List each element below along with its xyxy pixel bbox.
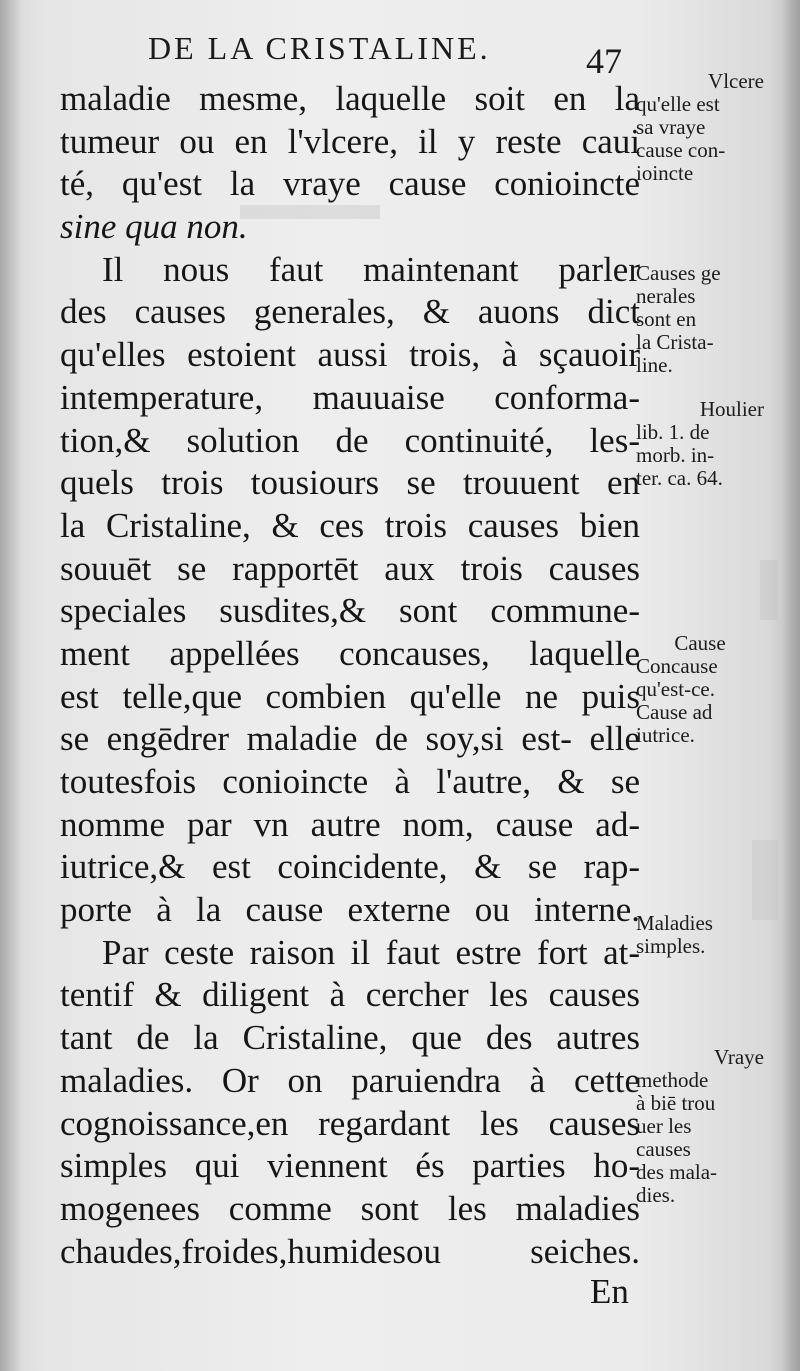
page-number: 47 bbox=[586, 41, 622, 81]
text-line: cognoissance,en regardant les causes bbox=[60, 1103, 640, 1143]
text-line: nomme par vn autre nom, cause ad- bbox=[60, 804, 640, 844]
text-line: qu'elles estoient aussi trois, à sçauoir bbox=[60, 335, 640, 375]
text-line: est telle,que combien qu'elle ne puis bbox=[60, 676, 640, 716]
margin-note-line: Causes ge bbox=[636, 261, 721, 285]
margin-note-line: sont en bbox=[636, 307, 697, 331]
main-text-block bbox=[60, 78, 640, 1273]
text-line: quels trois tousiours se trouuent en bbox=[60, 463, 640, 503]
margin-note-houlier bbox=[636, 398, 764, 490]
margin-note-line: qu'est-ce. bbox=[636, 677, 715, 701]
catchword: En bbox=[590, 1272, 629, 1311]
text-line: maladie mesme, laquelle soit en la bbox=[60, 79, 640, 118]
text-line: tentif & diligent à cercher les causes bbox=[60, 975, 640, 1015]
margin-note-line: dies. bbox=[636, 1183, 676, 1207]
running-head: DE LA CRISTALINE. bbox=[148, 30, 491, 66]
text-line: porte à la cause externe ou interne. bbox=[60, 890, 640, 930]
text-line: mogenees comme sont les maladies bbox=[60, 1188, 640, 1228]
margin-note-line: Cause ad bbox=[636, 700, 713, 724]
text-line: Par ceste raison il faut estre fort at- bbox=[102, 932, 640, 972]
margin-note-line: methode bbox=[636, 1068, 709, 1092]
text-line: tant de la Cristaline, que des autres bbox=[60, 1018, 640, 1058]
text-line: tion,& solution de continuité, les- bbox=[60, 420, 640, 460]
text-line: simples qui viennent és parties ho- bbox=[60, 1146, 640, 1186]
text-line: té, qu'est la vraye cause conioincte bbox=[60, 164, 640, 204]
text-line: iutrice,& est coincidente, & se rap- bbox=[60, 847, 640, 887]
margin-note-line: line. bbox=[636, 353, 673, 377]
margin-note-line: Maladies bbox=[636, 911, 713, 935]
margin-note-line: simples. bbox=[636, 934, 706, 958]
margin-note-line: sa vraye bbox=[636, 115, 706, 139]
bleed-through-mark bbox=[760, 560, 778, 620]
margin-note-line: Concause bbox=[636, 654, 718, 678]
margin-note-line: cause con- bbox=[636, 138, 726, 162]
text-line: la Cristaline, & ces trois causes bien bbox=[60, 505, 640, 545]
margin-note-line: à biē trou bbox=[636, 1091, 716, 1115]
text-line: intemperature, mauuaise conforma- bbox=[60, 377, 640, 417]
margin-note-line: iutrice. bbox=[636, 723, 695, 747]
margin-note-line: nerales bbox=[636, 284, 696, 308]
margin-note-causes-generales bbox=[636, 262, 764, 377]
margin-note-line: Houlier bbox=[699, 397, 764, 421]
margin-note-vraye-methode bbox=[636, 1046, 764, 1207]
text-line: se engēdrer maladie de soy,si est- elle bbox=[60, 719, 640, 759]
text-line: toutesfois conioincte à l'autre, & se bbox=[60, 762, 640, 801]
margin-note-vlcere bbox=[636, 70, 764, 185]
text-line: maladies. Or on paruiendra à cette bbox=[60, 1060, 640, 1100]
margin-note-line: des mala- bbox=[636, 1160, 718, 1184]
margin-note-line: lib. 1. de bbox=[636, 420, 710, 444]
text-line: sine qua non. bbox=[60, 207, 248, 247]
margin-note-line: causes bbox=[636, 1137, 691, 1161]
margin-note-line: ioincte bbox=[636, 161, 694, 185]
margin-note-line: ter. ca. 64. bbox=[636, 466, 723, 490]
text-line: Il nous faut maintenant parler bbox=[102, 249, 640, 289]
text-line: ment appellées concauses, laquelle bbox=[60, 633, 640, 673]
margin-note-line: qu'elle est bbox=[636, 92, 720, 116]
bleed-through-mark bbox=[752, 840, 778, 920]
margin-note-line: morb. in- bbox=[636, 443, 715, 467]
text-line: chaudes,froides,humidesou seiches. bbox=[60, 1231, 640, 1271]
margin-note-line: Vraye bbox=[713, 1045, 764, 1069]
text-line: tumeur ou en l'vlcere, il y reste caui bbox=[60, 121, 640, 161]
text-line: souuēt se rapportēt aux trois causes bbox=[60, 548, 640, 588]
text-line: speciales susdites,& sont commune- bbox=[60, 591, 640, 631]
margin-note-line: uer les bbox=[636, 1114, 692, 1138]
margin-note-line: Cause bbox=[674, 631, 726, 655]
margin-note-concause bbox=[636, 632, 764, 747]
margin-note-line: Vlcere bbox=[708, 69, 764, 93]
margin-note-line: la Crista- bbox=[636, 330, 714, 354]
margin-note-maladies-simples bbox=[636, 912, 764, 958]
text-line: des causes generales, & auons dict bbox=[60, 292, 640, 332]
